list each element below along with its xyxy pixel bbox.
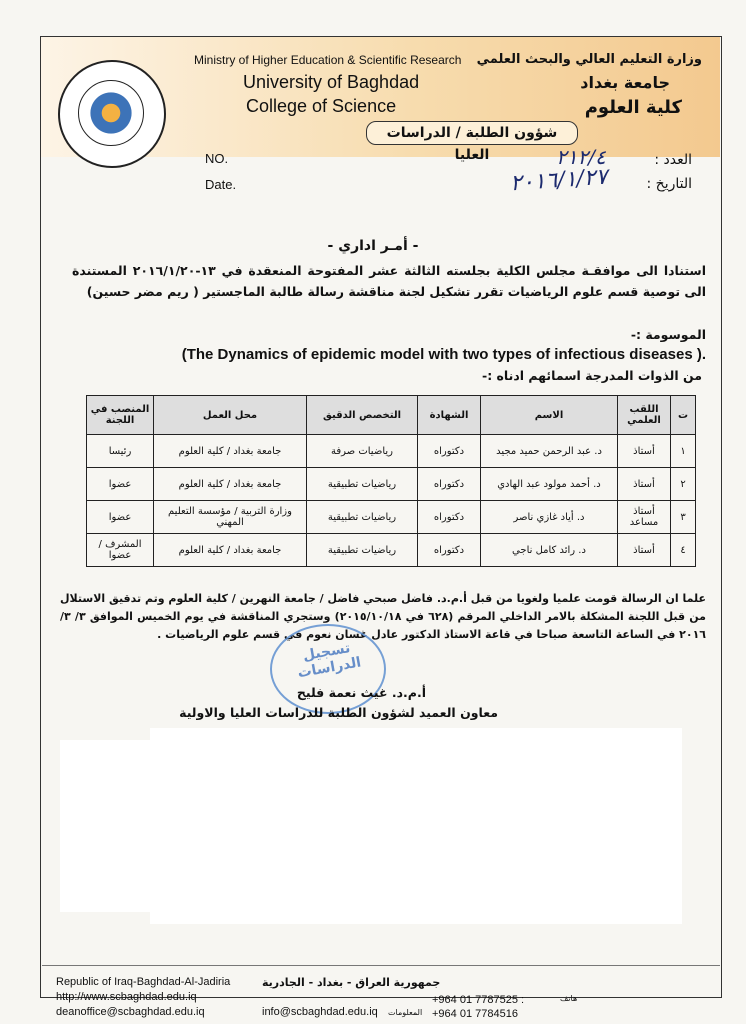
members-label: من الذوات المدرجة اسمائهم ادناه :- [482, 368, 702, 383]
footnote-paragraph: علما ان الرسالة قومت علميا ولغويا من قبل أ.م.د. فاضل صبحي فاضل / جامعة النهرين / كلية العلوم وتم تدقيق الاستلال من قبل اللجنة المشكلة بالامر الداخلي المرقم (٦٢٨ في ٢٠١٥/١٠/١٨) وستجري المناقشة في يوم الخميس الموافق ٣/ ٣/ ٢٠١٦ في الساعة التاسعة صباحا في قاعة الاستاذ الدكتور عادل غسان نعوم في قسم علوم الرياضيات . [60, 592, 706, 641]
cell-workplace: جامعة بغداد / كلية العلوم [154, 435, 307, 468]
cell-index: ٤ [671, 534, 696, 567]
cell-workplace: جامعة بغداد / كلية العلوم [154, 534, 307, 567]
cell-specialty: رياضيات تطبيقية [307, 468, 418, 501]
footer-info-label-ar: المعلومات [388, 1008, 423, 1017]
cell-name: د. أياد غازي ناصر [481, 501, 618, 534]
redaction-block [150, 728, 682, 924]
cell-name: د. رائد كامل ناجي [481, 534, 618, 567]
footer-website[interactable]: http://www.scbaghdad.edu.iq [56, 991, 197, 1003]
cell-name: د. عبد الرحمن حميد مجيد [481, 435, 618, 468]
handwritten-number: ٢١٢/٤ [556, 145, 606, 169]
stamp-text: تسجيل الدراسات [296, 640, 363, 682]
header-index: ت [671, 396, 696, 435]
committee-table [86, 395, 696, 567]
footer-address-ar: جمهورية العراق - بغداد - الجادرية [262, 976, 441, 989]
ministry-name-ar: وزارة التعليم العالي والبحث العلمي [476, 52, 702, 67]
cell-specialty: رياضيات تطبيقية [307, 534, 418, 567]
table-row [87, 435, 696, 468]
footer-phone-label-ar: هاتف [560, 994, 578, 1003]
cell-position: رئيسا [87, 435, 154, 468]
signer-title: معاون العميد لشؤون الطلبة للدراسات العليا والاولية [179, 705, 498, 720]
registration-stamp [270, 624, 386, 714]
cell-degree: دكتوراه [418, 501, 481, 534]
cell-degree: دكتوراه [418, 435, 481, 468]
cell-degree: دكتوراه [418, 468, 481, 501]
reference-number-label: NO. [205, 151, 229, 166]
footer-phone-1: +964 01 7787525 : [432, 994, 525, 1006]
header-name: الاسم [481, 396, 618, 435]
cell-rank: أستاذ [618, 468, 671, 501]
footer-dean-email[interactable]: deanoffice@scbaghdad.edu.iq [56, 1006, 205, 1018]
cell-position: عضوا [87, 468, 154, 501]
signer-name: أ.م.د. غيث نعمة فليح [296, 685, 426, 700]
cell-workplace: جامعة بغداد / كلية العلوم [154, 468, 307, 501]
cell-rank: أستاذ مساعد [618, 501, 671, 534]
cell-name: د. أحمد مولود عبد الهادي [481, 468, 618, 501]
cell-workplace: وزارة التربية / مؤسسة التعليم المهني [154, 501, 307, 534]
cell-degree: دكتوراه [418, 534, 481, 567]
table-header-row [87, 396, 696, 435]
cell-specialty: رياضيات تطبيقية [307, 501, 418, 534]
college-name-ar: كلية العلوم [584, 97, 682, 118]
college-name-en: College of Science [246, 96, 397, 116]
table-row [87, 534, 696, 567]
cell-position: عضوا [87, 501, 154, 534]
footer-address-en: Republic of Iraq-Baghdad-Al-Jadiria [56, 976, 231, 988]
footer-phone-2: +964 01 7784516 [432, 1008, 518, 1020]
header-degree: الشهادة [418, 396, 481, 435]
titled-label: الموسومة :- [630, 327, 706, 342]
table-row [87, 501, 696, 534]
university-seal-logo [58, 60, 166, 168]
cell-position: المشرف / عضوا [87, 534, 154, 567]
seal-emblem-icon [78, 80, 144, 146]
handwritten-date: ٢٠١٦/١/٢٧ [509, 164, 609, 197]
university-name-ar: جامعة بغداد [580, 73, 670, 92]
cell-index: ١ [671, 435, 696, 468]
cell-rank: أستاذ [618, 534, 671, 567]
university-name-en: University of Baghdad [243, 72, 420, 92]
footer-divider [42, 965, 720, 966]
department-label: شؤون الطلبة / الدراسات العليا [366, 121, 578, 145]
footer-info-email[interactable]: info@scbaghdad.edu.iq [262, 1006, 378, 1018]
thesis-title: (The Dynamics of epidemic model with two types of infectious diseases ). [181, 346, 706, 363]
table-row [87, 468, 696, 501]
reference-number-label-ar: العدد : [654, 152, 692, 168]
header-position: المنصب في اللجنة [87, 396, 154, 435]
header-workplace: محل العمل [154, 396, 307, 435]
cell-rank: أستاذ [618, 435, 671, 468]
header-specialty: التخصص الدقيق [307, 396, 418, 435]
order-paragraph: استنادا الى موافقـة مجلس الكلية بجلسته الثالثة عشر المفتوحة المنعقدة في ١٣-٢٠١٦/١/٢٠ المستندة الى توصية قسم علوم الرياضيات تقرر تشكيل لجنة مناقشة رسالة طالبة الماجستير ( ريم مضر حسين) [72, 263, 706, 299]
cell-specialty: رياضيات صرفة [307, 435, 418, 468]
reference-date-label: Date. [205, 177, 237, 192]
redaction-block [60, 740, 180, 912]
order-title: - أمـر اداري - [327, 238, 419, 254]
reference-date-label-ar: التاريخ : [646, 176, 692, 192]
header-rank: اللقب العلمي [618, 396, 671, 435]
cell-index: ٣ [671, 501, 696, 534]
ministry-name-en: Ministry of Higher Education & Scientific Research [194, 53, 462, 67]
cell-index: ٢ [671, 468, 696, 501]
